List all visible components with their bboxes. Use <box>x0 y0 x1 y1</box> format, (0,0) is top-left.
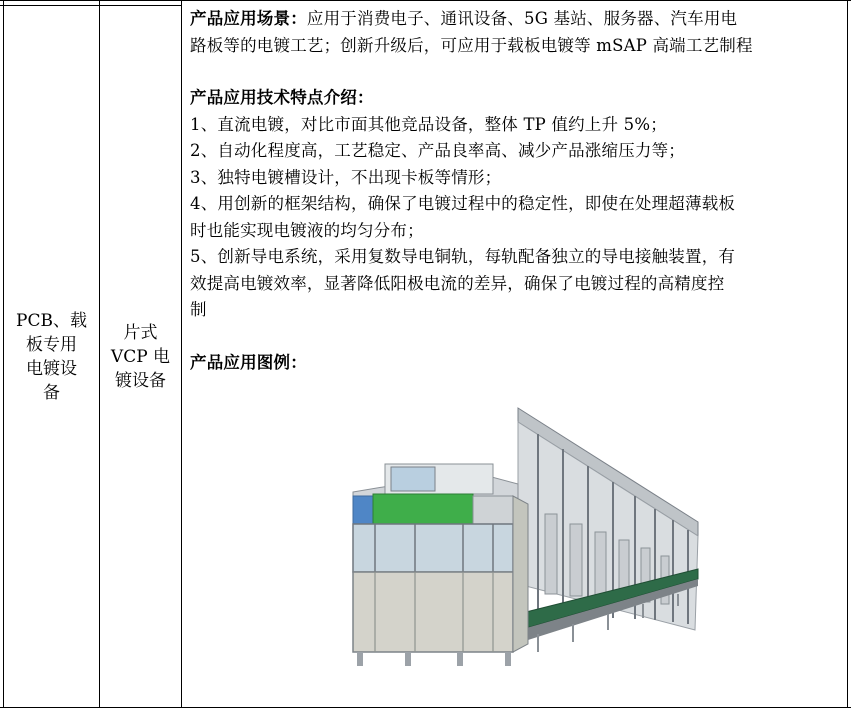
table-divider-2 <box>181 0 182 708</box>
feature-line: 4、用创新的框架结构，确保了电镀过程中的稳定性，即使在处理超薄载板 <box>190 194 736 213</box>
product-line: 镀设备 <box>114 370 166 391</box>
feature-line: 2、自动化程度高，工艺稳定、产品良率高、减少产品涨缩压力等； <box>190 141 685 160</box>
category-line: 电镀设 <box>25 358 77 379</box>
product-line: 片式 <box>123 322 158 343</box>
description-cell <box>190 6 840 376</box>
scene-heading: 产品应用场景： <box>190 9 307 28</box>
figure-heading: 产品应用图例： <box>190 352 307 372</box>
feature-line: 时也能实现电镀液的均匀分布； <box>190 220 424 240</box>
product-line: VCP 电 <box>110 346 171 367</box>
product-cell <box>100 6 181 707</box>
features-heading: 产品应用技术特点介绍： <box>190 88 374 107</box>
vcp-equipment-photo <box>323 404 703 694</box>
table-border-bottom <box>0 707 851 708</box>
table-border-right <box>847 0 848 708</box>
scene-text-1: 应用于消费电子、通讯设备、5G 基站、服务器、汽车用电 <box>306 9 738 28</box>
feature-line: 效提高电镀效率，显著降低阳极电流的差异，确保了电镀过程的高精度控 <box>190 273 725 293</box>
feature-line: 1、直流电镀，对比市面其他竞品设备，整体 TP 值约上升 5%； <box>190 114 667 134</box>
category-cell <box>4 6 99 707</box>
feature-line: 5、创新导电系统，采用复数导电铜轨，每轨配备独立的导电接触装置，有 <box>190 247 736 266</box>
feature-line: 3、独特电镀槽设计，不出现卡板等情形； <box>190 167 502 187</box>
category-line: PCB、载 <box>16 310 87 331</box>
category-line: 备 <box>42 382 60 403</box>
scene-text-2: 路板等的电镀工艺；创新升级后，可应用于载板电镀等 mSAP 高端工艺制程 <box>190 35 753 55</box>
category-line: 板专用 <box>25 334 77 355</box>
table-border-top <box>0 0 851 1</box>
feature-line: 制 <box>190 300 207 319</box>
